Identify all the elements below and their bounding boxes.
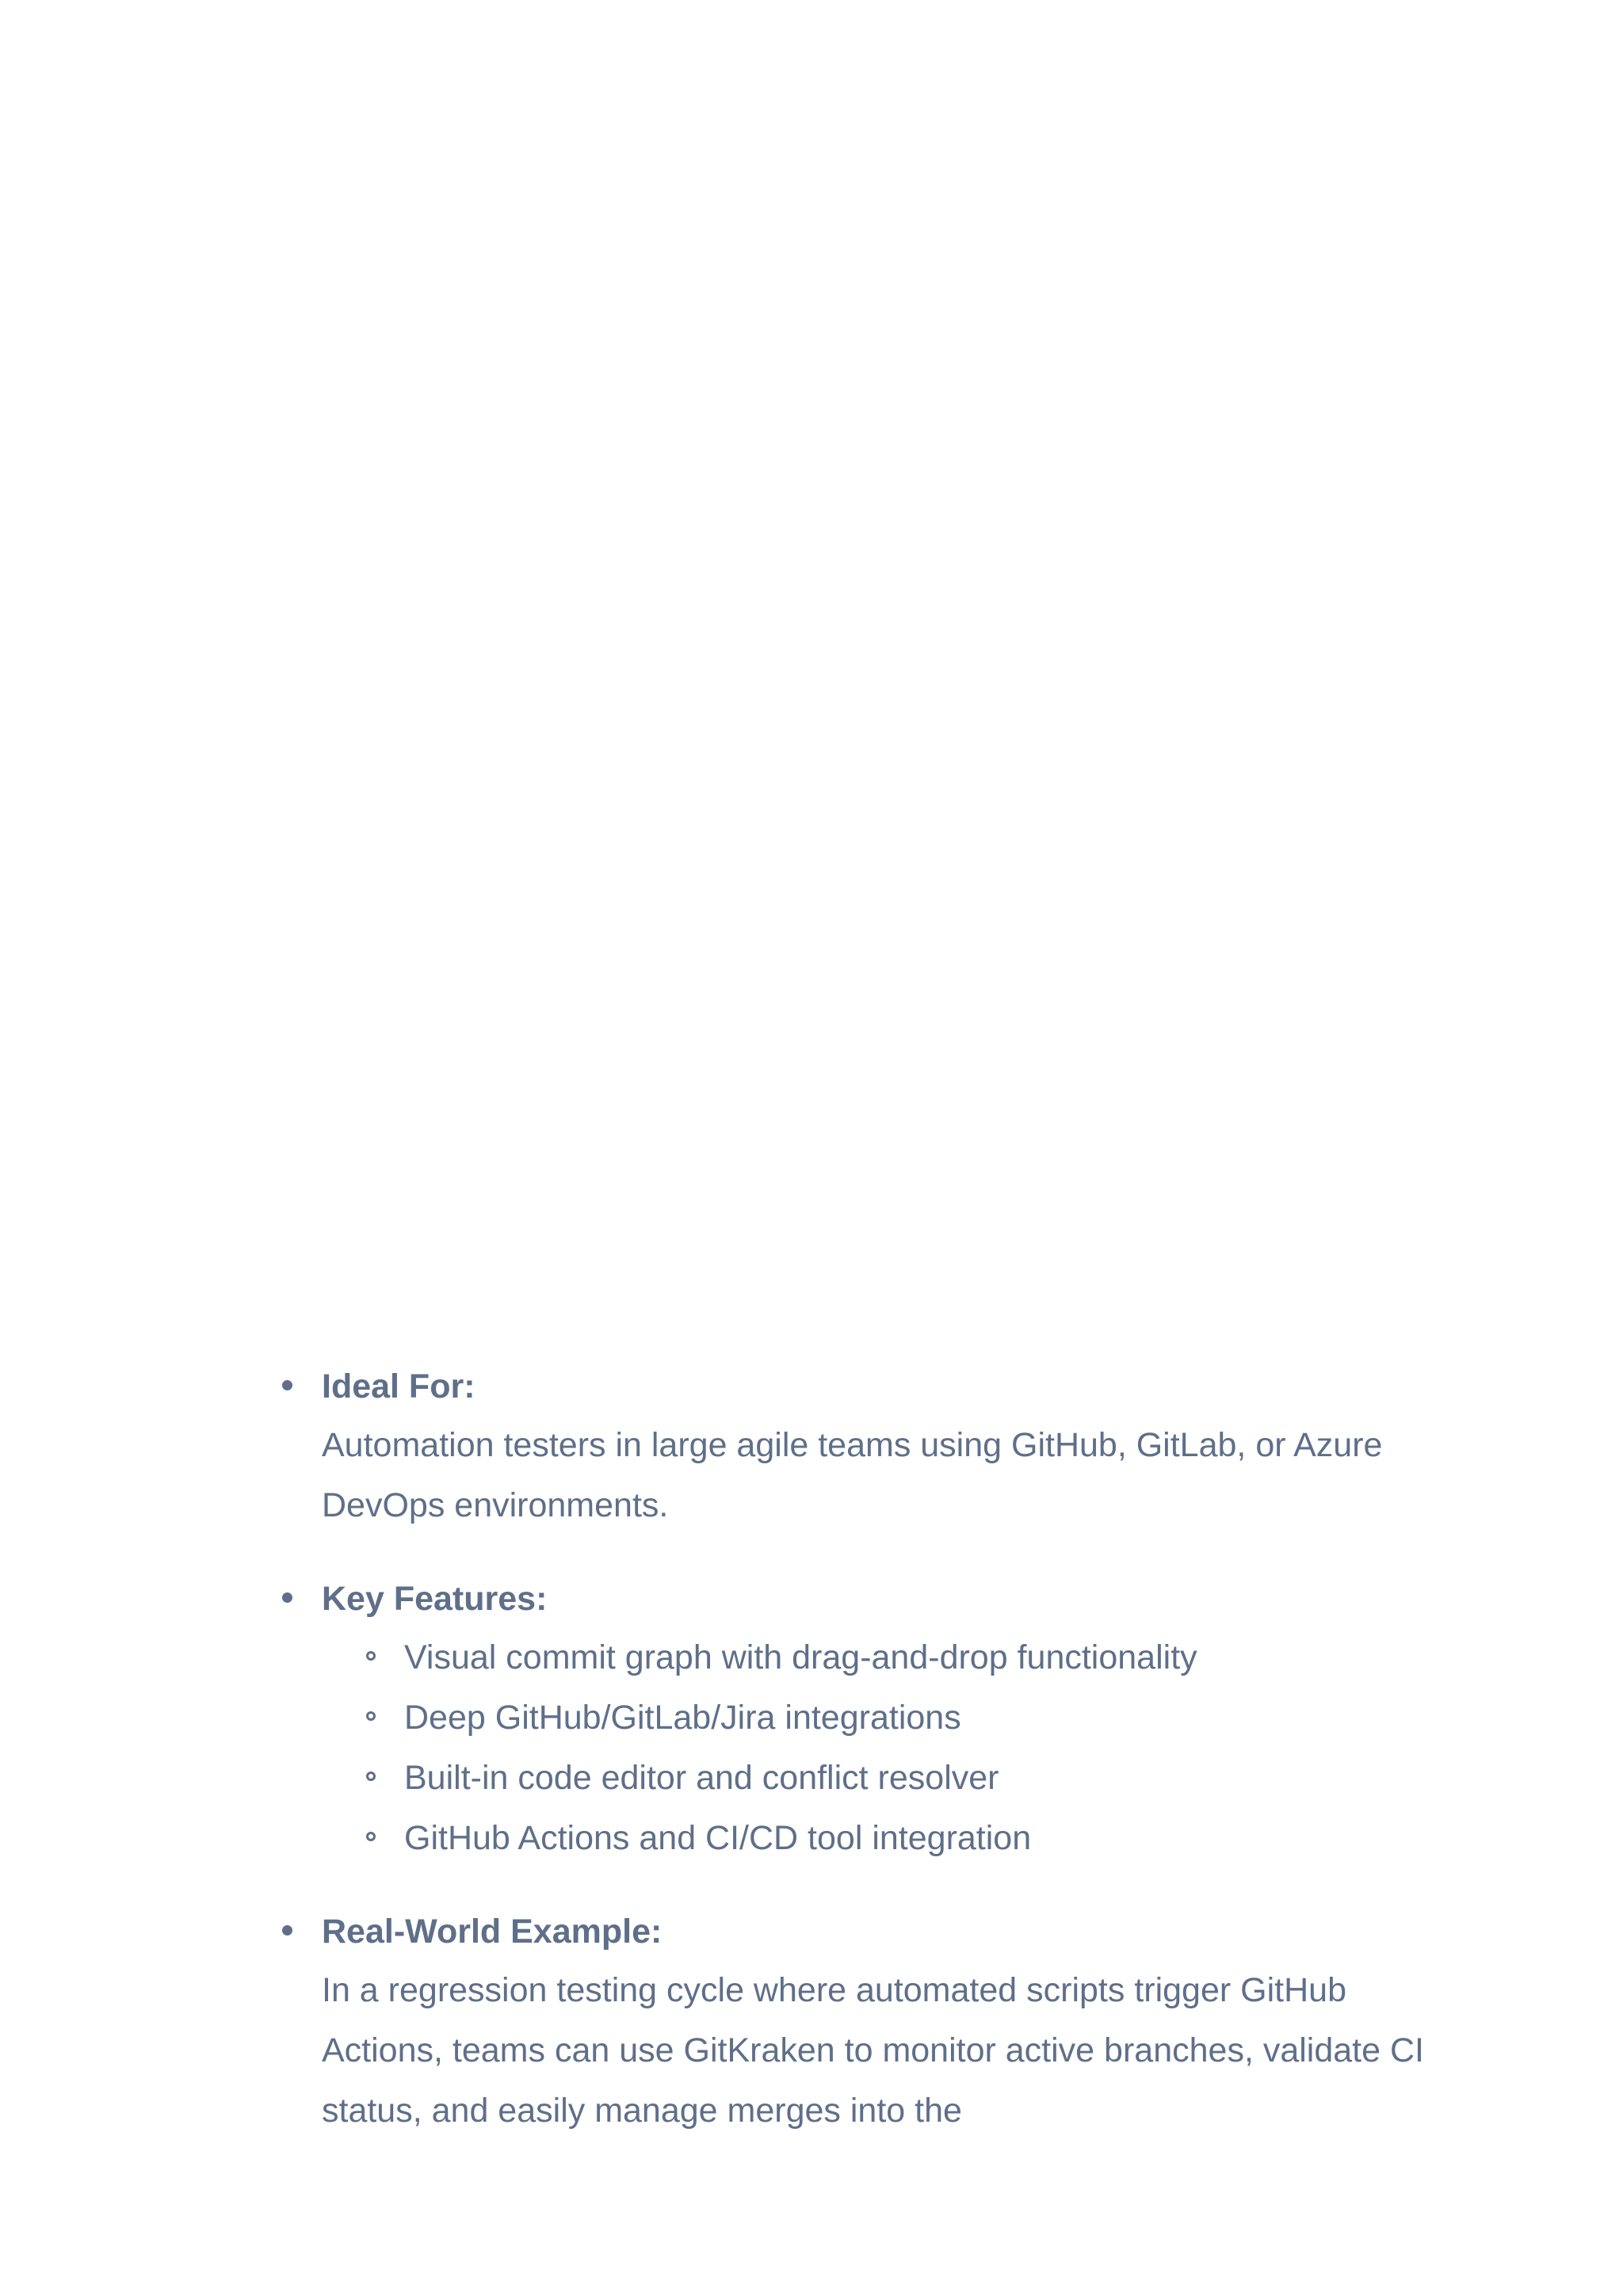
item-body: Automation testers in large agile teams using GitHub, GitLab, or Azure DevOps environments. [322,1426,1383,1524]
bullet-circle-icon [366,1772,376,1781]
item-heading: Ideal For: [322,1367,475,1405]
sub-item-text: Deep GitHub/GitLab/Jira integrations [404,1699,961,1737]
bullet-disc-icon [282,1925,292,1936]
list-item-real-world-example [282,1908,1455,2141]
sub-list-item [322,1688,1455,1748]
bullet-disc-icon [282,1380,292,1390]
sub-list-item [322,1627,1455,1688]
sub-list-item [322,1748,1455,1808]
bullet-circle-icon [366,1711,376,1721]
document-content [282,1363,1455,2180]
sub-item-text: Built-in code editor and conflict resolver [404,1759,999,1797]
list-item-key-features [282,1575,1455,1868]
sub-item-text: GitHub Actions and CI/CD tool integration [404,1819,1032,1857]
bullet-disc-icon [282,1592,292,1603]
bullet-circle-icon [366,1832,376,1841]
item-heading: Real-World Example: [322,1913,663,1951]
item-body: In a regression testing cycle where automated scripts trigger GitHub Actions, teams can use GitKraken to monitor active branches, validate CI status, and easily manage merges into the [322,1971,1424,2130]
sub-bullet-list [322,1627,1455,1868]
main-bullet-list [282,1363,1455,2141]
sub-item-text: Visual commit graph with drag-and-drop functionality [404,1638,1197,1676]
bullet-circle-icon [366,1651,376,1661]
item-heading: Key Features: [322,1580,548,1618]
sub-list-item [322,1808,1455,1868]
list-item-ideal-for [282,1363,1455,1535]
